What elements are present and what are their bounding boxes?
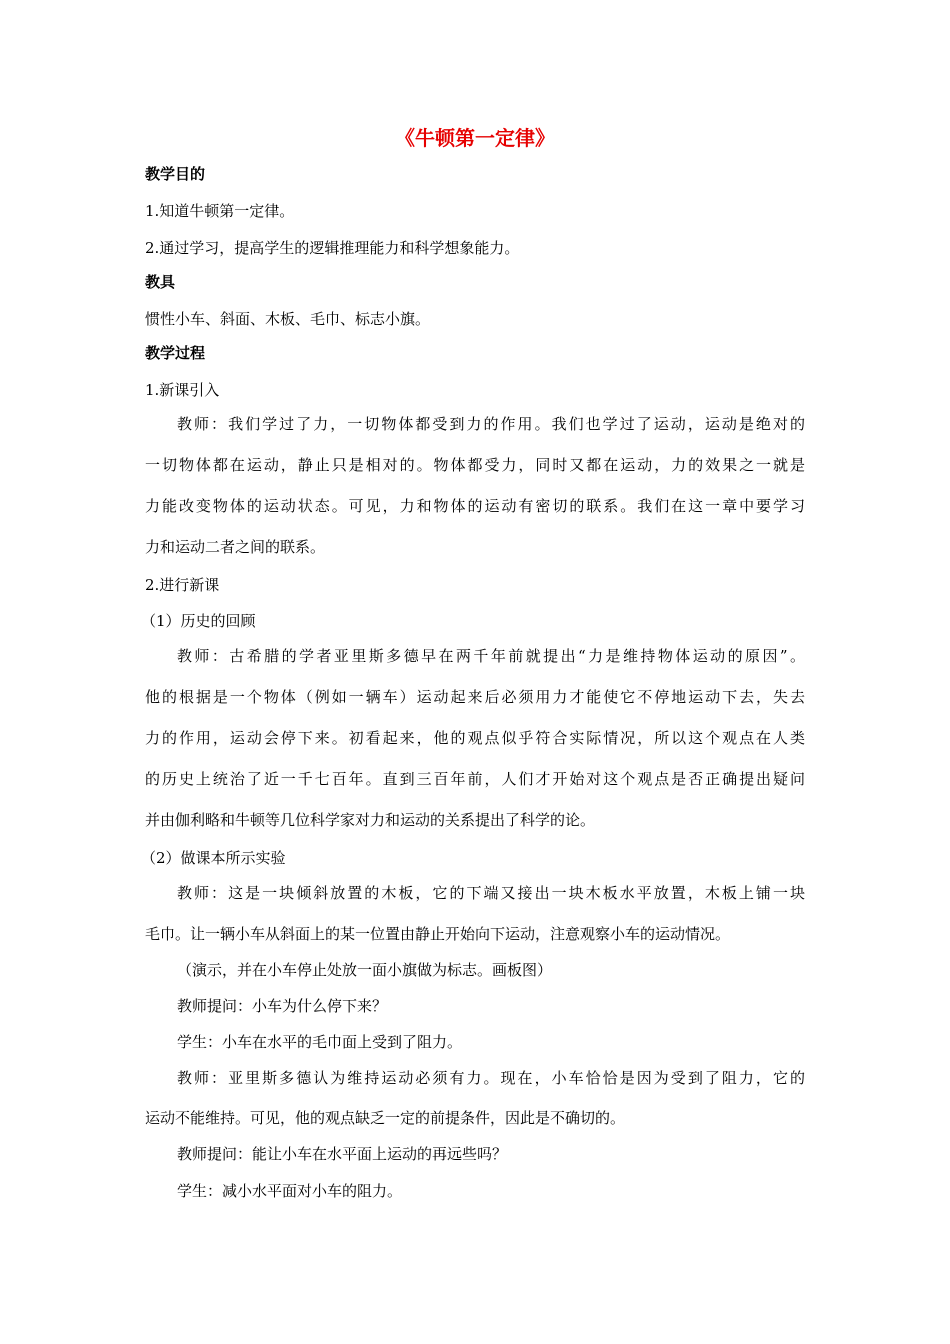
history-line-3: 力的作用，运动会停下来。初看起来，他的观点似乎符合实际情况，所以这个观点在人类 [145,729,805,747]
teacher-question-1: 教师提问：小车为什么停下来？ [177,997,388,1015]
experiment-label: （2）做课本所示实验 [141,849,286,867]
heading-aim: 教学目的 [145,165,206,183]
intro-line-2: 一切物体都在运动，静止只是相对的。物体都受力，同时又都在运动，力的效果之一就是 [145,456,805,474]
intro-line-3: 力能改变物体的运动状态。可见，力和物体的运动有密切的联系。我们在这一章中要学习 [145,497,805,515]
intro-line-4: 力和运动二者之间的联系。 [145,538,326,556]
intro-line-1: 教师：我们学过了力，一切物体都受到力的作用。我们也学过了运动，运动是绝对的 [177,415,805,433]
demo-note: （演示，并在小车停止处放一面小旗做为标志。画板图） [177,961,553,979]
aim-item-1: 1.知道牛顿第一定律。 [145,202,295,220]
history-line-4: 的历史上统治了近一千七百年。直到三百年前，人们才开始对这个观点是否正确提出疑问 [145,770,805,788]
teacher-question-2: 教师提问：能让小车在水平面上运动的再远些吗？ [177,1145,508,1163]
history-line-2: 他的根据是一个物体（例如一辆车）运动起来后必须用力才能使它不停地运动下去，失去 [145,688,805,706]
intro-label: 1.新课引入 [145,381,220,399]
tools-text: 惯性小车、斜面、木板、毛巾、标志小旗。 [145,310,431,328]
heading-process: 教学过程 [145,344,206,362]
history-line-5: 并由伽利略和牛顿等几位科学家对力和运动的关系提出了科学的论。 [145,811,596,829]
aim-item-2: 2.通过学习，提高学生的逻辑推理能力和科学想象能力。 [145,239,520,257]
new-lesson-label: 2.进行新课 [145,576,220,594]
experiment-line-2: 毛巾。让一辆小车从斜面上的某一位置由静止开始向下运动，注意观察小车的运动情况。 [145,925,731,943]
document-title: 《牛顿第一定律》 [395,126,555,150]
history-label: （1）历史的回顾 [141,612,256,630]
experiment-line-1: 教师：这是一块倾斜放置的木板，它的下端又接出一块木板水平放置，木板上铺一块 [177,884,805,902]
history-line-1: 教师：古希腊的学者亚里斯多德早在两千年前就提出“力是维持物体运动的原因”。 [177,647,805,665]
student-answer-2: 学生：减小水平面对小车的阻力。 [177,1182,403,1200]
heading-tools: 教具 [145,273,176,291]
teacher-line-1: 教师：亚里斯多德认为维持运动必须有力。现在，小车恰恰是因为受到了阻力，它的 [177,1069,805,1087]
student-answer-1: 学生：小车在水平的毛巾面上受到了阻力。 [177,1033,463,1051]
teacher-line-2: 运动不能维持。可见，他的观点缺乏一定的前提条件，因此是不确切的。 [145,1109,626,1127]
